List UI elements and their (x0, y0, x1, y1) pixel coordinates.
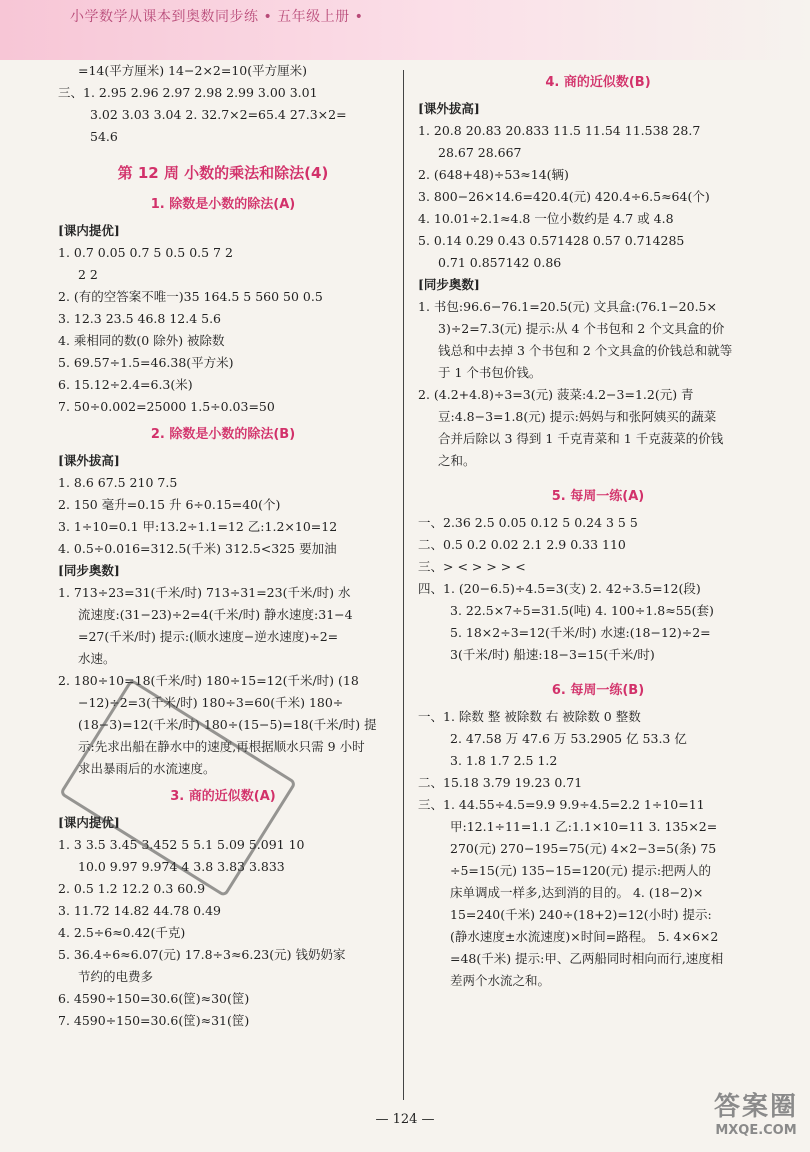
answer-line: 水速。 (78, 651, 116, 666)
watermark-url: MXQE.COM (715, 1123, 797, 1138)
answer-line: 4. 2.5÷6≈0.42(千克) (58, 925, 186, 940)
answer-line: 2. (648+48)÷53≈14(辆) (418, 167, 569, 182)
book-title: 小学数学从课本到奥数同步练 • 五年级上册 • (70, 9, 364, 25)
answer-line: 于 1 个书包价钱。 (438, 365, 542, 380)
answer-line: 3.02 3.03 3.04 2. 32.7×2=65.4 27.3×2= (90, 107, 347, 122)
section-tag: [课内提优] (58, 815, 120, 830)
answer-line: 15=240(千米) 240÷(18+2)=12(小时) 提示: (450, 907, 712, 922)
answer-line: =48(千米) 提示:甲、乙两船同时相向而行,速度相 (450, 951, 724, 966)
answer-line: 三、1. 44.55÷4.5=9.9 9.9÷4.5=2.2 1÷10=11 (418, 797, 705, 812)
answer-line: 28.67 28.667 (438, 145, 522, 160)
answer-line: 270(元) 270−195=75(元) 4×2−3=5(条) 75 (450, 841, 717, 856)
answer-line: 3. 1÷10=0.1 甲:13.2÷1.1=12 乙:1.2×10=12 (58, 519, 338, 534)
section-tag: [课外拔高] (58, 453, 120, 468)
answer-line: 1. 713÷23=31(千米/时) 713÷31=23(千米/时) 水 (58, 585, 351, 600)
answer-line: (静水速度±水流速度)×时间=路程。 5. 4×6×2 (450, 929, 719, 944)
answer-line: 1. 书包:96.6−76.1=20.5(元) 文具盒:(76.1−20.5× (418, 299, 717, 314)
answer-line: 2. 150 毫升=0.15 升 6÷0.15=40(个) (58, 497, 281, 512)
answer-line: 示:先求出船在静水中的速度,再根据顺水只需 9 小时 (78, 739, 365, 754)
answer-line: 7. 50÷0.002=25000 1.5÷0.03=50 (58, 399, 275, 414)
week-title: 第 12 周 小数的乘法和除法(4) (117, 164, 329, 182)
section-title: 6. 每周一练(B) (551, 683, 645, 698)
watermark-logo: 答案圈 (713, 1092, 798, 1122)
answer-line: 一、1. 除数 整 被除数 右 被除数 0 整数 (418, 709, 641, 724)
answer-line: 豆:4.8−3=1.8(元) 提示:妈妈与和张阿姨买的蔬菜 (438, 409, 717, 424)
right-column (418, 60, 778, 992)
answer-line: =14(平方厘米) 14−2×2=10(平方厘米) (78, 63, 307, 78)
answer-line: 7. 4590÷150=30.6(筐)≈31(筐) (58, 1013, 250, 1028)
answer-line: −12)÷2=3(千米/时) 180÷3=60(千米) 180÷ (78, 695, 344, 710)
answer-line: 差两个水流之和。 (450, 973, 551, 988)
section-tag: [同步奥数] (58, 563, 120, 578)
answer-line: 钱总和中去掉 3 个书包和 2 个文具盒的价钱总和就等 (438, 343, 733, 358)
section-title: 1. 除数是小数的除法(A) (150, 197, 296, 212)
section-tag: [同步奥数] (418, 277, 480, 292)
answer-line: 4. 0.5÷0.016=312.5(千米) 312.5<325 要加油 (58, 541, 337, 556)
column-divider (403, 70, 404, 1100)
answer-line: 1. 3 3.5 3.45 3.452 5 5.1 5.09 5.091 10 (58, 837, 305, 852)
answer-line: (18−3)=12(千米/时) 180÷(15−5)=18(千米/时) 提 (78, 717, 377, 732)
answer-line: 4. 10.01÷2.1≈4.8 一位小数约是 4.7 或 4.8 (418, 211, 674, 226)
answer-line: 四、1. (20−6.5)÷4.5=3(支) 2. 42÷3.5=12(段) (418, 581, 701, 596)
answer-line: 节约的电费多 (78, 969, 154, 984)
section-title: 2. 除数是小数的除法(B) (150, 427, 296, 442)
answer-line: 2. 47.58 万 47.6 万 53.2905 亿 53.3 亿 (450, 731, 687, 746)
answer-line: 三、1. 2.95 2.96 2.97 2.98 2.99 3.00 3.01 (58, 85, 318, 100)
answer-line: 之和。 (438, 453, 476, 468)
answer-line: 2 2 (78, 267, 98, 282)
answer-line: 3. 22.5×7÷5=31.5(吨) 4. 100÷1.8≈55(套) (450, 603, 714, 618)
section-title: 5. 每周一练(A) (551, 489, 645, 504)
answer-line: =27(千米/时) 提示:(顺水速度−逆水速度)÷2= (78, 629, 339, 644)
answer-line: 甲:12.1÷11=1.1 乙:1.1×10=11 3. 135×2= (450, 819, 718, 834)
answer-line: 3. 800−26×14.6=420.4(元) 420.4÷6.5≈64(个) (418, 189, 710, 204)
site-watermark (714, 1086, 798, 1138)
answer-line: 二、15.18 3.79 19.23 0.71 (418, 775, 583, 790)
answer-line: 5. 69.57÷1.5=46.38(平方米) (58, 355, 234, 370)
answer-line: 1. 8.6 67.5 210 7.5 (58, 475, 178, 490)
answer-line: 求出暴雨后的水流速度。 (78, 761, 216, 776)
section-title: 3. 商的近似数(A) (170, 789, 276, 804)
answer-line: 5. 36.4÷6≈6.07(元) 17.8÷3≈6.23(元) 钱奶奶家 (58, 947, 346, 962)
answer-line: 1. 0.7 0.05 0.7 5 0.5 0.5 7 2 (58, 245, 233, 260)
answer-line: 3)÷2=7.3(元) 提示:从 4 个书包和 2 个文具盒的价 (438, 321, 725, 336)
answer-line: 6. 15.12÷2.4=6.3(米) (58, 377, 193, 392)
answer-line: 3(千米/时) 船速:18−3=15(千米/时) (450, 647, 655, 662)
answer-line: 一、2.36 2.5 0.05 0.12 5 0.24 3 5 5 (418, 515, 638, 530)
answer-line: 3. 11.72 14.82 44.78 0.49 (58, 903, 222, 918)
answer-line: 流速度:(31−23)÷2=4(千米/时) 静水速度:31−4 (78, 607, 353, 622)
answer-line: 5. 18×2÷3=12(千米/时) 水速:(18−12)÷2= (450, 625, 711, 640)
answer-line: 合并后除以 3 得到 1 千克青菜和 1 千克菠菜的价钱 (438, 431, 724, 446)
answer-line: 三、> < > > > < (418, 559, 526, 574)
answer-line: 6. 4590÷150=30.6(筐)≈30(筐) (58, 991, 250, 1006)
section-title: 4. 商的近似数(B) (545, 75, 651, 90)
answer-line: 床单调成一样多,达到消的目的。 4. (18−2)× (450, 885, 704, 900)
answer-line: 5. 0.14 0.29 0.43 0.571428 0.57 0.714285 (418, 233, 685, 248)
page-number: — 124 — (375, 1112, 435, 1127)
section-tag: [课外拔高] (418, 101, 480, 116)
answer-line: ÷5=15(元) 135−15=120(元) 提示:把两人的 (450, 863, 712, 878)
answer-line: 1. 20.8 20.83 20.833 11.5 11.54 11.538 28.7 (418, 123, 701, 138)
answer-line: 2. 180÷10=18(千米/时) 180÷15=12(千米/时) (18 (58, 673, 359, 688)
answer-line: 二、0.5 0.2 0.02 2.1 2.9 0.33 110 (418, 537, 626, 552)
answer-line: 3. 1.8 1.7 2.5 1.2 (450, 753, 558, 768)
answer-line: 2. (有的空答案不唯一)35 164.5 5 560 50 0.5 (58, 289, 323, 304)
answer-line: 54.6 (90, 129, 118, 144)
answer-line: 4. 乘相同的数(0 除外) 被除数 (58, 333, 225, 348)
answer-line: 3. 12.3 23.5 46.8 12.4 5.6 (58, 311, 222, 326)
answer-line: 2. 0.5 1.2 12.2 0.3 60.9 (58, 881, 206, 896)
answer-line: 10.0 9.97 9.974 4 3.8 3.83 3.833 (78, 859, 285, 874)
section-tag: [课内提优] (58, 223, 120, 238)
answer-line: 0.71 0.857142 0.86 (438, 255, 562, 270)
answer-line: 2. (4.2+4.8)÷3=3(元) 菠菜:4.2−3=1.2(元) 青 (418, 387, 694, 402)
